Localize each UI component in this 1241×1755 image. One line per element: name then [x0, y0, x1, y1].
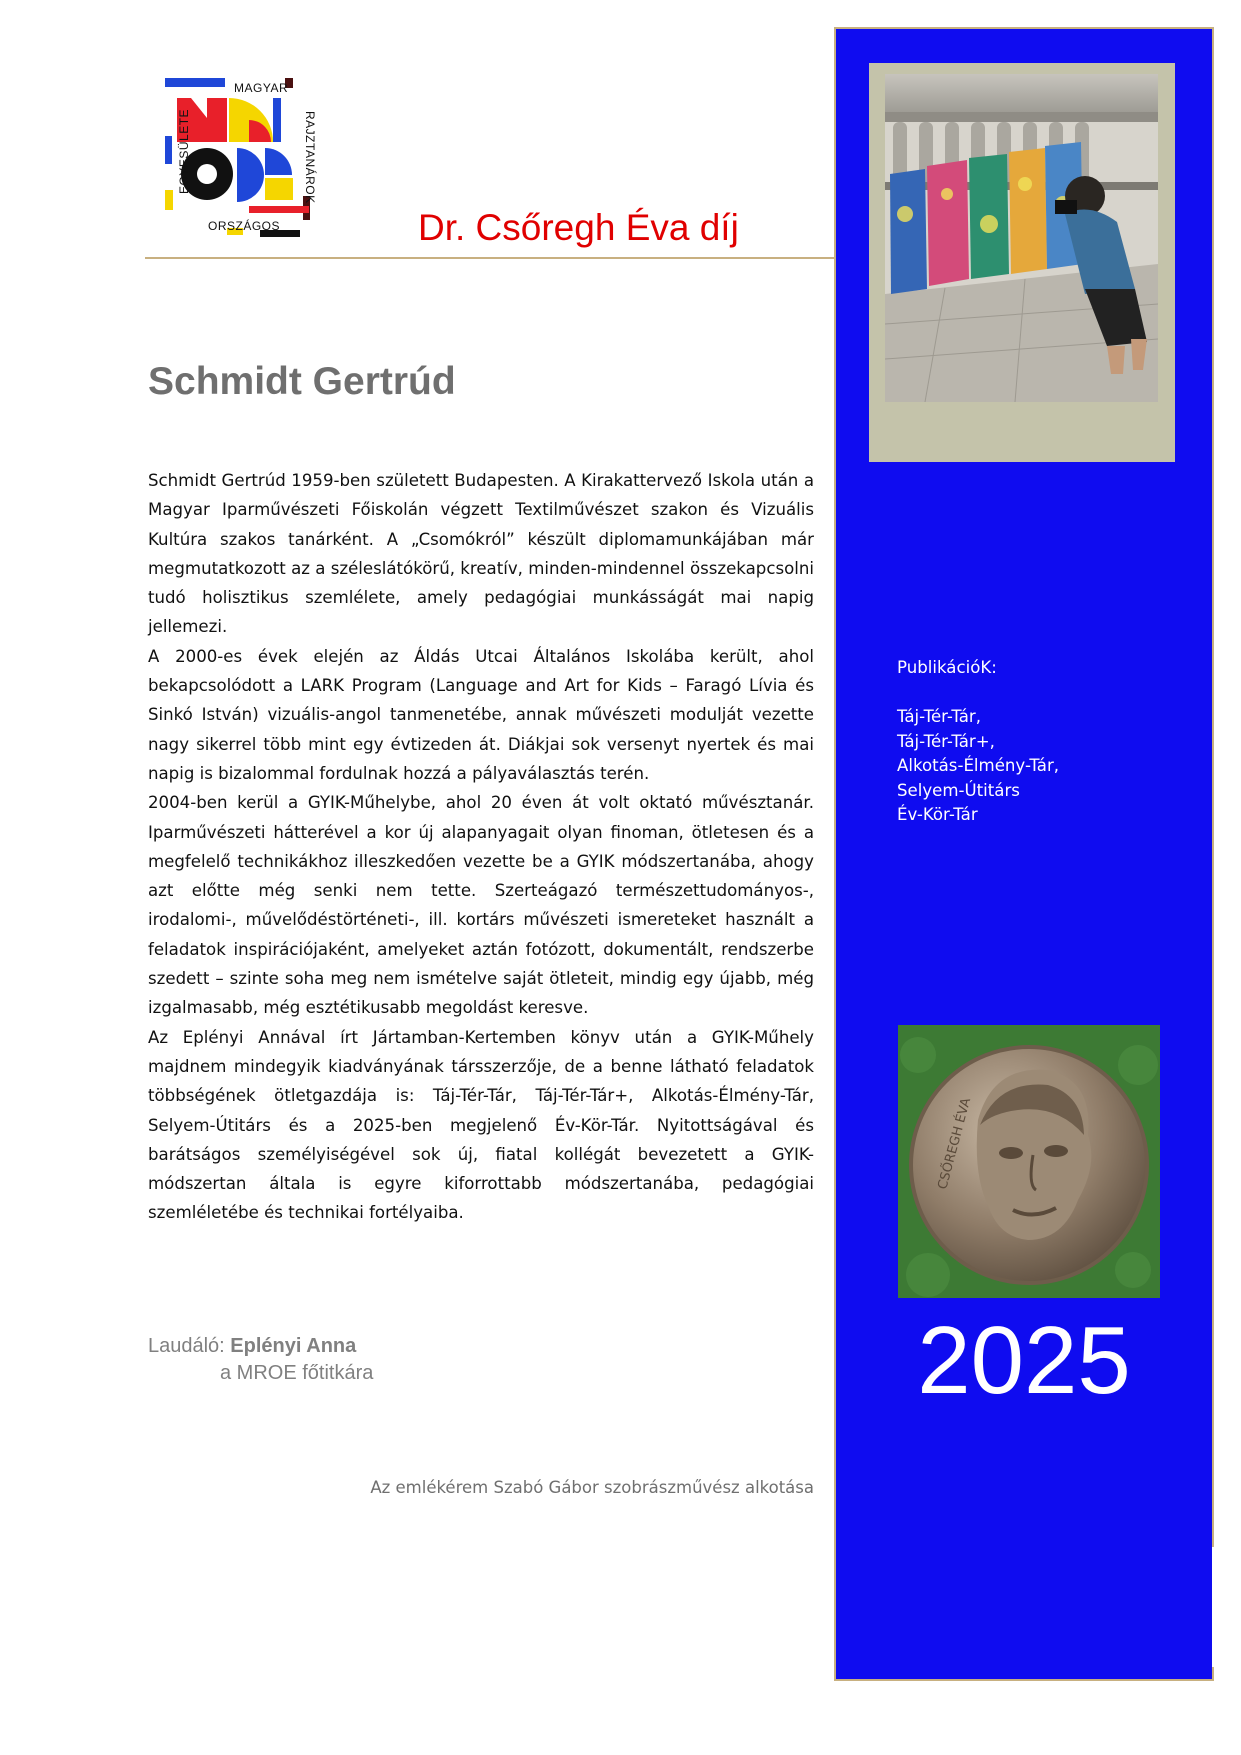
- laudator-role: a MROE főtitkára: [220, 1362, 374, 1384]
- bio-paragraph: Az Eplényi Annával írt Jártamban-Kertemben könyv után a GYIK-Műhely majdnem mindegyik kiadványának társszerzője, de a benne látható feladatok többségének ötletgazdája is: Táj-Tér-Tár, Táj-Tér-Tár+, Alkotás-Élmény-Tár, Selyem-Útitárs és a 2025-ben megjelenő Év-Kör-Tár. Nyitottságával és barátságos személyiségével sok új, fiatal kollégát bevezetett a GYIK-módszertan általa is egyre kiforrottabb módszertanába, pedagógiai szemléletébe és technikai fortélyaiba.: [148, 1027, 814, 1223]
- publication-item: Selyem-Útitárs: [897, 780, 1020, 800]
- logo-text-magyar: MAGYAR: [234, 81, 289, 95]
- bio-paragraph: Schmidt Gertrúd 1959-ben született Budapesten. A Kirakattervező Iskola után a Magyar Iparművészeti Főiskolán végzett Textilművészet szakon és Vizuális Kultúra szakos tanárként. A „Csomókról” készült diplomamunkájában már megmutatkozott az a széleslátókörű, kreatív, minden-mindennel összekapcsolni tudó holisztikus szemlélete, amely pedagógiai munkásságát mai napig jellemezi.: [148, 471, 814, 637]
- logo-text-orszagos: ORSZÁGOS: [208, 219, 281, 233]
- publications-block: [897, 656, 1059, 828]
- medal-credit: Az emlékérem Szabó Gábor szobrászművész alkotása: [370, 1478, 814, 1497]
- person-name: Schmidt Gertrúd: [148, 360, 456, 403]
- publication-item: Alkotás-Élmény-Tár,: [897, 756, 1060, 775]
- publication-item: Év-Kör-Tár: [897, 805, 978, 824]
- bio-paragraph: A 2000-es évek elején az Áldás Utcai Általános Iskolába került, ahol bekapcsolódott a LARK Program (Language and Art for Kids – Faragó Lívia és Sinkó István) vizuális-angol tanmenetébe, annak művészeti modulját vezette nagy sikerrel több mint egy évtizeden át. Diákjai sok versenyt nyertek és mai napig is bizalommal fordulnak hozzá a pályaválasztás terén.: [148, 646, 814, 783]
- mroe-logo: [165, 78, 322, 239]
- publications-heading: PublikációK:: [897, 658, 997, 677]
- publication-item: Táj-Tér-Tár,: [897, 707, 982, 726]
- publication-item: Táj-Tér-Tár+,: [897, 731, 995, 751]
- logo-text-rajztanarok: RAJZTANÁROK: [303, 111, 317, 204]
- photo-teacher-photographing-paintings: [885, 74, 1158, 402]
- publications-list: [897, 705, 1059, 828]
- bio-paragraph: 2004-ben kerül a GYIK-Műhelybe, ahol 20 éven át volt oktató művésztanár. Iparművészeti hátterével a kor új alapanyagait olyan finoman, ötletesen és a megfelelő technikákhoz illeszkedően vezette be a GYIK módszertanába, ahogy azt előtte még senki nem tette. Szerteágazó természettudományos-, irodalomi-, művelődéstörténeti-, ill. kortárs művészeti ismereteket használt a feladatok inspirációjaként, amelyeket aztán fotózott, dokumentált, rendszerbe szedett – szinte soha meg nem ismételve saját ötleteit, mindig egy újabb, még izgalmasabb, még esztétikusabb megoldást keresve.: [148, 793, 814, 1018]
- award-title: Dr. Csőregh Éva díj: [418, 207, 739, 248]
- laudator-label: Laudáló:: [148, 1335, 231, 1357]
- award-year: 2025: [917, 1307, 1131, 1414]
- laudator-name: Eplényi Anna: [230, 1335, 357, 1357]
- medal-photo: [898, 1025, 1160, 1298]
- header-divider: [145, 257, 836, 259]
- sidebar-edge-gap: [1212, 1547, 1215, 1667]
- biography: [148, 466, 814, 1228]
- medal-inscription: CSŐREGH ÉVA: [935, 1096, 975, 1192]
- laudator-block: [148, 1333, 373, 1387]
- logo-text-egyesulete: EGYESÜLETE: [177, 108, 191, 194]
